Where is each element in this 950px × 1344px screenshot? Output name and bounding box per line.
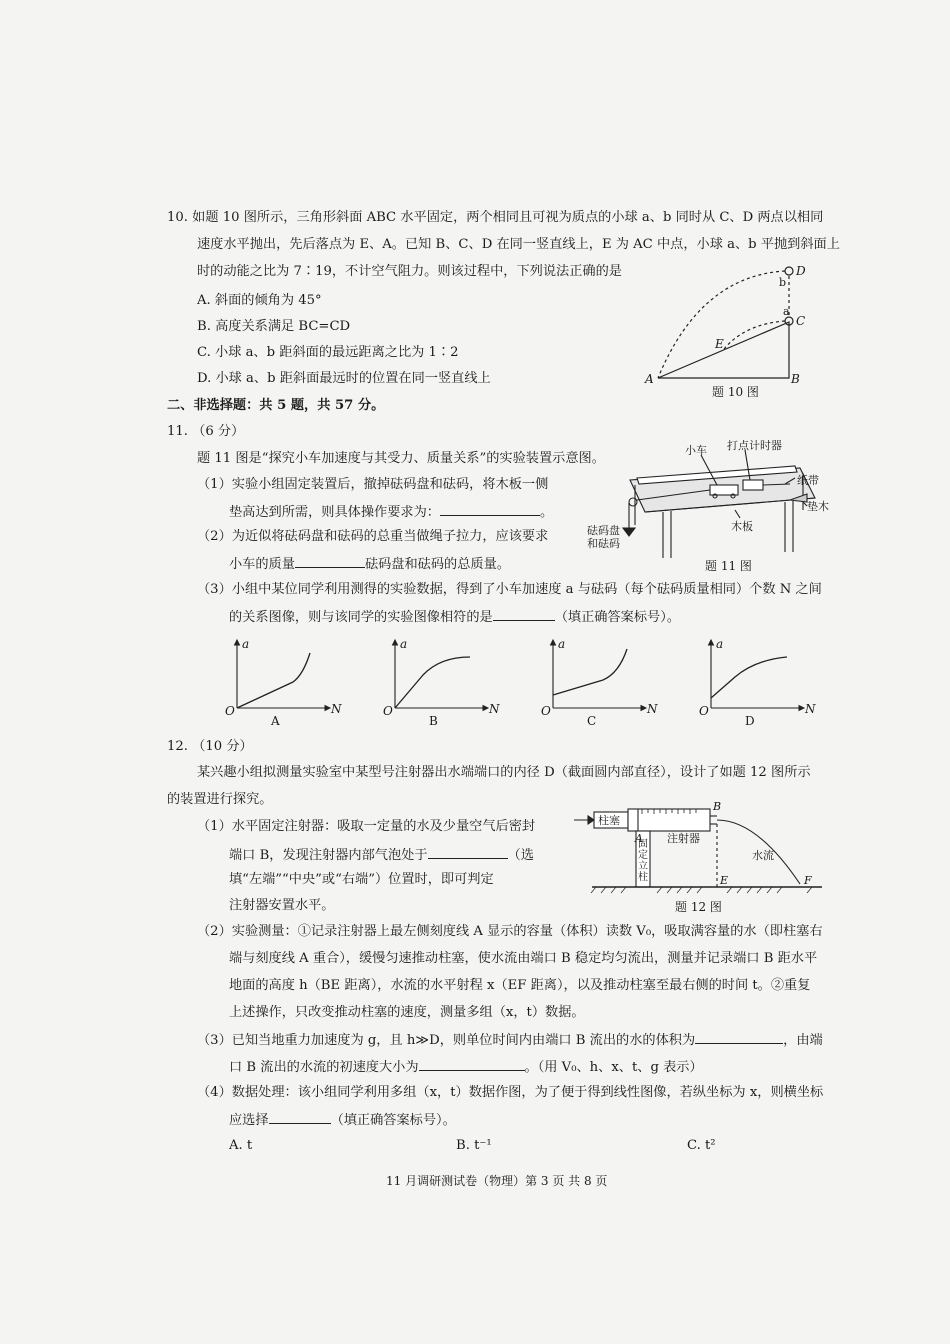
q11-p3-answer-blank[interactable] (493, 607, 555, 621)
q12-p3-line2 (229, 1057, 703, 1077)
q11-option-graphs (215, 635, 835, 730)
curve-a (237, 653, 310, 708)
q12-p2-line2: 端与刻度线 A 重合），缓慢匀速推动柱塞，使水流由端口 B 稳定均匀流出，测量并记录端口 B 距水平 (229, 951, 818, 966)
q12-p2-line4: 上述操作，只改变推动柱塞的速度，测量多组（x，t）数据。 (229, 1005, 585, 1020)
axis-n-label: N (489, 702, 500, 716)
cart (710, 485, 738, 495)
q12-p3-answer-blank-1[interactable] (695, 1030, 783, 1044)
q12-p1-text-b: （选 (507, 848, 534, 863)
figure-12 (572, 802, 832, 897)
graph-c (541, 637, 658, 728)
q11-p3-line2 (229, 607, 680, 627)
label-F: F (804, 874, 812, 887)
label-weights-2: 和砝码 (587, 537, 620, 550)
graph-d (699, 637, 816, 728)
label-weights-1: 砝码盘 (587, 524, 620, 537)
q12-intro-line2: 的装置进行探究。 (167, 792, 273, 807)
q12-p3-line1 (197, 1030, 823, 1050)
axis-n-label: N (331, 702, 342, 716)
pulley (629, 498, 637, 506)
axis-a-label: a (242, 637, 250, 651)
label-C: C (796, 314, 806, 328)
q12-p1-line1: （1）水平固定注射器：吸取一定量的水及少量空气后密封 (197, 819, 536, 834)
q11-p2-text-b: 砝码盘和砝码的总质量。 (364, 557, 510, 572)
q11-p1-line2 (229, 502, 553, 522)
figure-10 (640, 262, 820, 402)
graph-c-label: C (587, 714, 597, 728)
axis-n-label: N (805, 702, 816, 716)
axis-a-label: a (400, 637, 408, 651)
q12-p1-text-a: 端口 B，发现注射器内部气泡处于 (229, 848, 428, 863)
q11-p1-text: 垫高达到所需，则具体操作要求为： (229, 505, 440, 520)
q11-p2-text-a: 小车的质量 (229, 557, 295, 572)
label-stand-2: 定 (638, 850, 648, 861)
label-tape: 纸带 (797, 474, 819, 487)
q12-p4-answer-blank[interactable] (269, 1110, 331, 1124)
q12-p4-text-a: 应选择 (229, 1113, 269, 1128)
origin-label: O (699, 704, 709, 718)
q12-p2-line1: （2）实验测量：①记录注射器上最左侧刻度线 A 显示的容量（体积）读数 V₀，吸取满容量的水（即柱塞右 (197, 924, 823, 939)
label-stand-4: 柱 (638, 872, 648, 883)
section-2-heading: 二、非选择题：共 5 题，共 57 分。 (167, 398, 385, 413)
label-D: D (796, 264, 806, 278)
q10-line2: 速度水平抛出，先后落点为 E、A。已知 B、C、D 在同一竖直线上，E 为 AC 中点，小球 a、b 平抛到斜面上 (197, 237, 840, 252)
q11-p1-line1: （1）实验小组固定装置后，撤掉砝码盘和砝码，将木板一侧 (197, 477, 549, 492)
figure-11-caption: 题 11 图 (705, 559, 752, 573)
label-syringe: 注射器 (667, 832, 700, 845)
syringe (628, 809, 710, 831)
label-a: a (783, 305, 790, 318)
label-B: B (713, 802, 722, 813)
q10-line3: 时的动能之比为 7∶19，不计空气阻力。则该过程中，下列说法正确的是 (197, 264, 622, 279)
graph-b-label: B (429, 714, 438, 728)
label-timer: 打点计时器 (727, 440, 782, 452)
q12-p1-line4: 注射器安置水平。 (229, 898, 335, 913)
graph-b (383, 637, 500, 728)
trajectory-a (724, 321, 785, 349)
weight-hanger (623, 528, 635, 536)
origin-label: O (225, 704, 235, 718)
label-board: 木板 (731, 520, 753, 533)
label-cart: 小车 (685, 444, 707, 457)
q12-p2-line3: 地面的高度 h（BE 距离），水流的水平射程 x（EF 距离），以及推动柱塞至最右侧的时间 t。②重复 (229, 978, 811, 993)
label-A: A (645, 372, 654, 386)
q10-option-b: B. 高度关系满足 BC=CD (197, 319, 351, 334)
label-B: B (791, 372, 800, 386)
curve-c (553, 649, 627, 695)
q12-p4-line2 (229, 1110, 456, 1130)
q12-p1-answer-blank[interactable] (428, 845, 508, 859)
q12-option-a: A. t (229, 1138, 253, 1153)
curve-d (711, 657, 787, 698)
q10-option-c: C. 小球 a、b 距斜面的最远距离之比为 1∶2 (197, 345, 459, 360)
origin-label: O (541, 704, 551, 718)
curve-b (395, 657, 470, 708)
label-wedge: 垫木 (807, 500, 829, 513)
q12-option-c: C. t² (687, 1138, 716, 1153)
q12-head: 12. （10 分） (167, 739, 253, 754)
q11-p2-line1: （2）为近似将砝码盘和砝码的总重当做绳子拉力，应该要求 (197, 529, 549, 544)
figure-10-caption: 题 10 图 (712, 385, 759, 399)
figure-12-caption: 题 12 图 (675, 900, 722, 914)
label-plunger: 柱塞 (598, 814, 620, 827)
axis-a-label: a (716, 637, 724, 651)
label-b: b (779, 276, 787, 289)
q12-p1-line3: 填“左端”“中央”或“右端”）位置时，即可判定 (229, 872, 494, 887)
q10-option-a: A. 斜面的倾角为 45° (197, 293, 322, 308)
label-E: E (715, 337, 724, 351)
timer (743, 480, 763, 490)
q11-p3-line1: （3）小组中某位同学利用测得的实验数据，得到了小车加速度 a 与砝码（每个砝码质量相同）个数 N 之间 (197, 582, 822, 597)
label-E: E (720, 874, 729, 887)
q12-p4-text-b: （填正确答案标号）。 (330, 1113, 456, 1128)
q12-p4-line1: （4）数据处理：该小组同学利用多组（x，t）数据作图，为了便于得到线性图像，若纵坐标为 x，则横坐标 (197, 1085, 824, 1100)
q11-p1-end: 。 (540, 505, 554, 520)
q12-p1-line2 (229, 845, 534, 865)
graph-a-label: A (271, 714, 280, 728)
label-stand-3: 立 (638, 861, 648, 872)
q12-p3-text-d: 。（用 V₀、h、x、t、g 表示） (524, 1060, 703, 1075)
q12-p3-answer-blank-2[interactable] (419, 1057, 525, 1071)
axis-n-label: N (647, 702, 658, 716)
q12-intro-line1: 某兴趣小组拟测量实验室中某型号注射器出水端端口的内径 D（截面圆内部直径），设计了如题 12 图所示 (197, 765, 811, 780)
q12-p3-text-a: （3）已知当地重力加速度为 g，且 h≫D，则单位时间内由端口 B 流出的水的体积为 (197, 1033, 696, 1048)
graph-d-label: D (745, 714, 755, 728)
q12-option-b: B. t⁻¹ (456, 1138, 492, 1153)
axis-a-label: a (558, 637, 566, 651)
ball-b (785, 267, 793, 275)
figure-11 (585, 440, 845, 565)
q11-p3-text-a: 的关系图像，则与该同学的实验图像相符的是 (229, 610, 493, 625)
q11-p2-line2 (229, 554, 510, 574)
q11-p2-answer-blank[interactable] (295, 554, 365, 568)
q11-p1-answer-blank[interactable] (440, 502, 540, 516)
q10-option-d: D. 小球 a、b 距斜面最远时的位置在同一竖直线上 (197, 371, 491, 386)
graph-a (225, 637, 342, 728)
q11-p3-text-b: （填正确答案标号）。 (554, 610, 681, 625)
q10-line1: 10. 如题 10 图所示，三角形斜面 ABC 水平固定，两个相同且可视为质点的小球 a、b 同时从 C、D 两点以相同 (167, 210, 824, 225)
label-stand-1: 固 (638, 839, 648, 850)
q12-p3-text-b: ，由端 (783, 1033, 823, 1048)
origin-label: O (383, 704, 393, 718)
label-A: A (635, 832, 643, 845)
q11-intro: 题 11 图是“探究小车加速度与其受力、质量关系”的实验装置示意图。 (197, 451, 605, 466)
q11-head: 11. （6 分） (167, 424, 245, 439)
label-water: 水流 (752, 849, 774, 862)
q12-p3-text-c: 口 B 流出的水流的初速度大小为 (229, 1060, 419, 1075)
page-footer: 11 月调研测试卷（物理）第 3 页 共 8 页 (386, 1174, 608, 1188)
